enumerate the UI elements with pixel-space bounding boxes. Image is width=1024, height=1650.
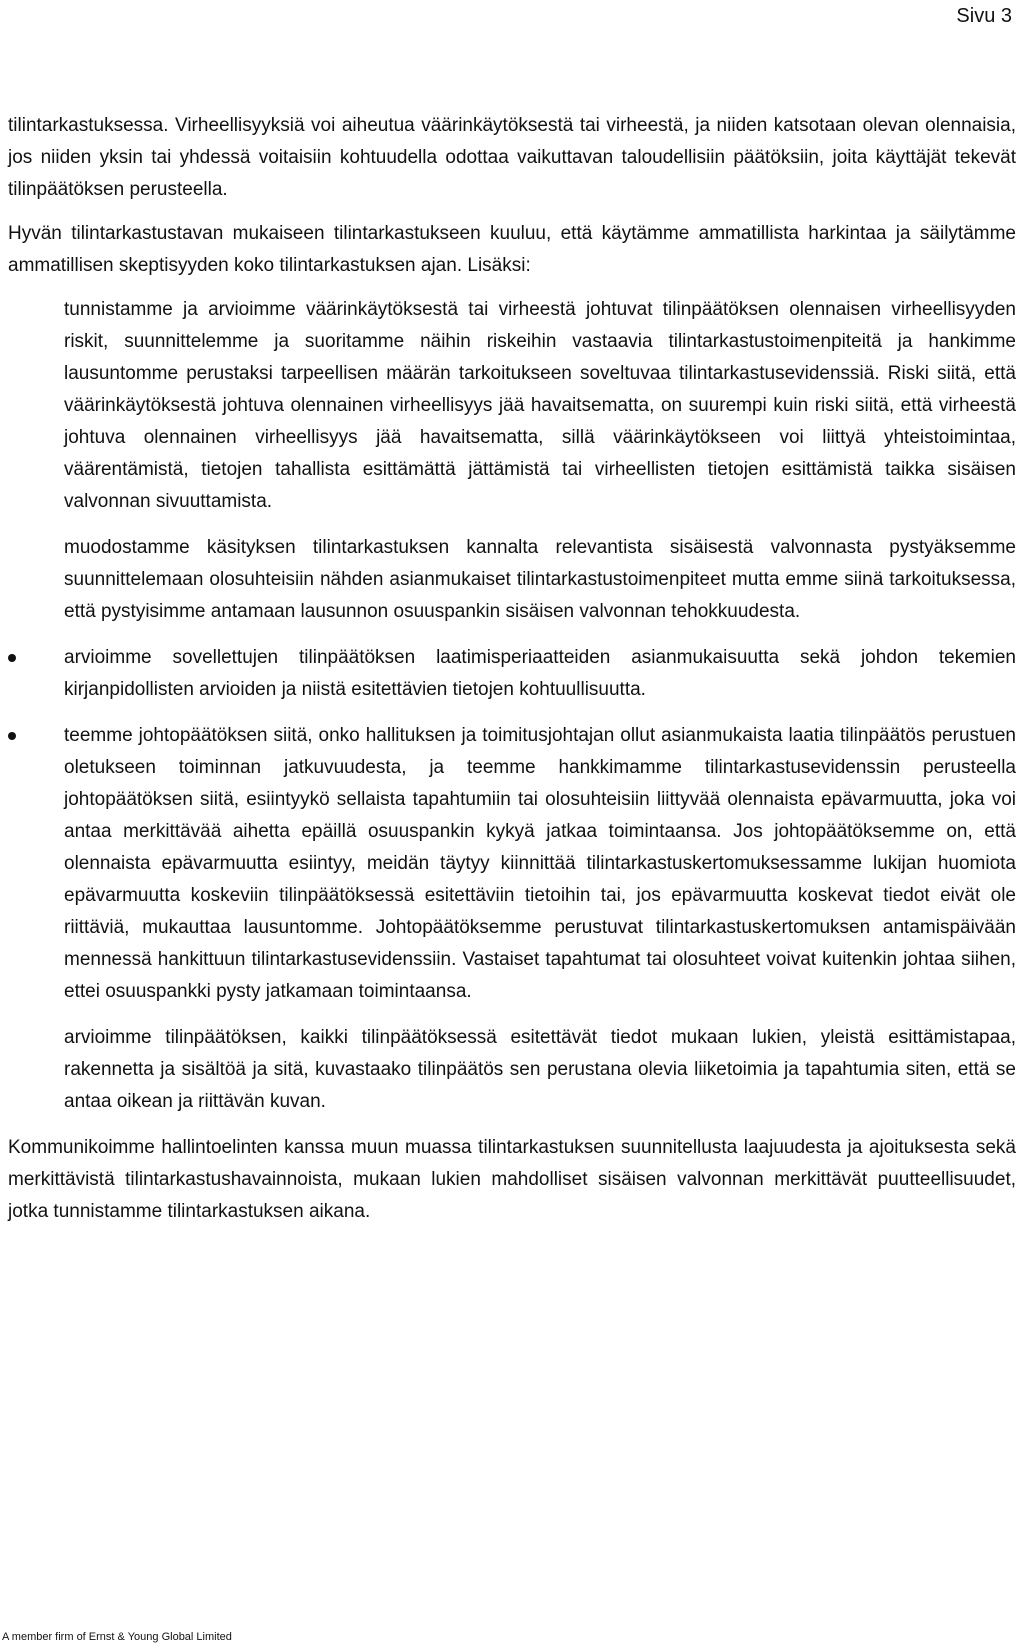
list-item-text: muodostamme käsityksen tilintarkastuksen kannalta relevantista sisäisestä valvonnasta pystyäksemme suunnittelemaan olosuhteisiin nähden asianmukaiset tilintarkastustoimenpiteet mutta emme siinä tarkoituksessa, että pystyisimme antamaan lausunnon osuuspankin sisäisen valvonnan tehokkuudesta.: [64, 537, 1016, 622]
paragraph-audit-practice: Hyvän tilintarkastustavan mukaiseen tilintarkastukseen kuuluu, että käytämme ammatillista harkintaa ja säilytämme ammatillisen skeptisyyden koko tilintarkastuksen ajan. Lisäksi:: [8, 223, 1016, 276]
audit-procedures-list: [8, 294, 1016, 1118]
bullet-icon: [8, 654, 16, 662]
list-item-text: arvioimme sovellettujen tilinpäätöksen laatimisperiaatteiden asianmukaisuutta sekä johdon tekemien kirjanpidollisten arvioiden ja niistä esitettävien tietojen kohtuullisuutta.: [64, 647, 1016, 700]
list-item: [8, 642, 1016, 706]
list-item-text: arvioimme tilinpäätöksen, kaikki tilinpäätöksessä esitettävät tiedot mukaan lukien, yleistä esittämistapaa, rakennetta ja sisältöä ja sitä, kuvastaako tilinpäätös sen perustana olevia liiketoimia ja tapahtumia siten, että se antaa oikean ja riittävän kuvan.: [64, 1027, 1016, 1112]
page-number: Sivu 3: [956, 5, 1012, 27]
footer-note: A member firm of Ernst & Young Global Limited: [2, 1631, 232, 1643]
list-item-text: teemme johtopäätöksen siitä, onko hallituksen ja toimitusjohtajan ollut asianmukaista laatia tilinpäätös perustuen oletukseen toiminnan jatkuvuudesta, ja teemme hankkimamme tilintarkastusevidenssin perusteella johtopäätöksen siitä, esiintyykö sellaista tapahtumiin tai olosuhteisiin liittyvää olennaista epävarmuutta, joka voi antaa merkittävää aihetta epäillä osuuspankin kykyä jatkaa toimintaansa. Jos johtopäätöksemme on, että olennaista epävarmuutta esiintyy, meidän täytyy kiinnittää tilintarkastuskertomuksessamme lukijan huomiota epävarmuutta koskeviin tilinpäätöksessä esitettäviin tietoihin tai, jos epävarmuutta koskevat tiedot eivät ole riittäviä, mukauttaa lausuntomme. Johtopäätöksemme perustuvat tilintarkastuskertomuksen antamispäivään mennessä hankittuun tilintarkastusevidenssiin. Vastaiset tapahtumat tai olosuhteet voivat kuitenkin johtaa siihen, ettei osuuspankki pysty jatkamaan toimintaansa.: [64, 725, 1016, 1002]
paragraph-communication: Kommunikoimme hallintoelinten kanssa muun muassa tilintarkastuksen suunnitellusta laajuudesta ja ajoituksesta sekä merkittävistä tilintarkastushavainnoista, mukaan lukien mahdolliset sisäisen valvonnan merkittävät puutteellisuudet, jotka tunnistamme tilintarkastuksen aikana.: [8, 1137, 1016, 1222]
list-item-text: tunnistamme ja arvioimme väärinkäytöksestä tai virheestä johtuvat tilinpäätöksen olennaisen virheellisyyden riskit, suunnittelemme ja suoritamme näihin riskeihin vastaavia tilintarkastustoimenpiteitä ja hankimme lausuntomme perustaksi tarpeellisen määrän tarkoitukseen soveltuvaa tilintarkastusevidenssiä. Riski siitä, että väärinkäytöksestä johtuva olennainen virheellisyys jää havaitsematta, on suurempi kuin riski siitä, että virheestä johtuva olennainen virheellisyys jää havaitsematta, sillä väärinkäytökseen voi liittyä yhteistoimintaa, väärentämistä, tietojen tahallista esittämättä jättämistä tai virheellisten tietojen esittämistä taikka sisäisen valvonnan sivuuttamista.: [64, 299, 1016, 512]
list-item: [8, 532, 1016, 628]
list-item: [8, 294, 1016, 518]
document-body: [8, 110, 1016, 1240]
list-item: [8, 720, 1016, 1008]
paragraph-continued: tilintarkastuksessa. Virheellisyyksiä voi aiheutua väärinkäytöksestä tai virheestä, ja niiden katsotaan olevan olennaisia, jos niiden yksin tai yhdessä voitaisiin kohtuudella odottaa vaikuttavan taloudellisiin päätöksiin, joita käyttäjät tekevät tilinpäätöksen perusteella.: [8, 115, 1016, 200]
list-item: [8, 1022, 1016, 1118]
bullet-icon: [8, 732, 16, 740]
